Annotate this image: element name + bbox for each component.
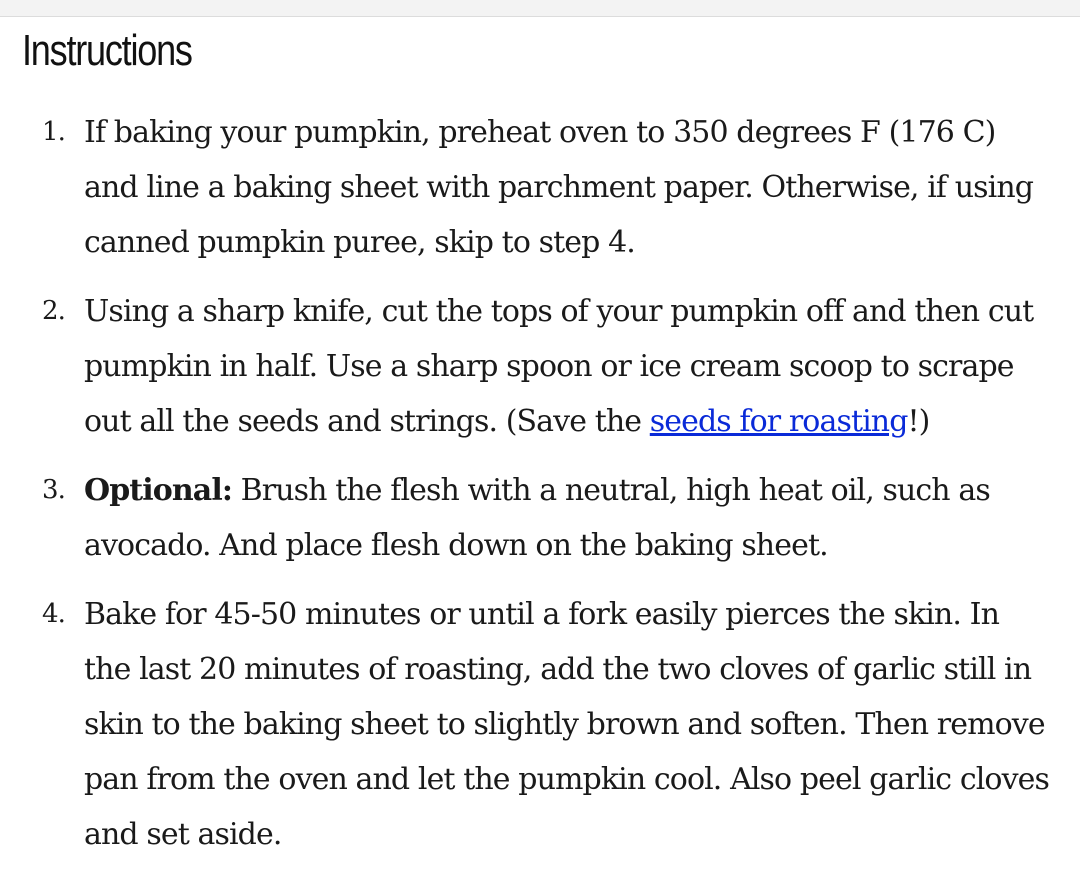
section-title: Instructions	[22, 26, 192, 75]
step-number: 3.	[42, 475, 66, 505]
list-item-step-2	[0, 284, 1080, 449]
step-text: Using a sharp knife, cut the tops of your pumpkin off and then cut pumpkin in half. Use a sharp spoon or ice cream scoop to scrape out all the seeds and strings. (Save the	[84, 294, 1034, 439]
step-text: Brush the flesh with a neutral, high heat oil, such as avocado. And place flesh down on the baking sheet.	[84, 473, 990, 563]
browser-top-bar	[0, 0, 1080, 17]
list-item-step-4	[0, 587, 1080, 862]
list-item-step-3	[0, 463, 1080, 573]
step-text: If baking your pumpkin, preheat oven to 350 degrees F (176 C) and line a baking sheet with parchment paper. Otherwise, if using canned pumpkin puree, skip to step 4.	[84, 115, 1034, 260]
list-item-step-1	[0, 105, 1080, 270]
step-text: Bake for 45-50 minutes or until a fork easily pierces the skin. In the last 20 minutes of roasting, add the two cloves of garlic still in skin to the baking sheet to slightly brown and soften. Then remove pan from the oven and let the pumpkin cool. Also peel garlic cloves and set aside.	[84, 597, 1049, 852]
step-number: 4.	[42, 599, 66, 629]
optional-label: Optional:	[84, 473, 232, 508]
seeds-for-roasting-link[interactable]: seeds for roasting	[649, 404, 908, 439]
step-text-suffix: !)	[907, 404, 930, 439]
step-number: 1.	[42, 117, 66, 147]
instructions-list	[0, 105, 1080, 876]
step-number: 2.	[42, 296, 66, 326]
